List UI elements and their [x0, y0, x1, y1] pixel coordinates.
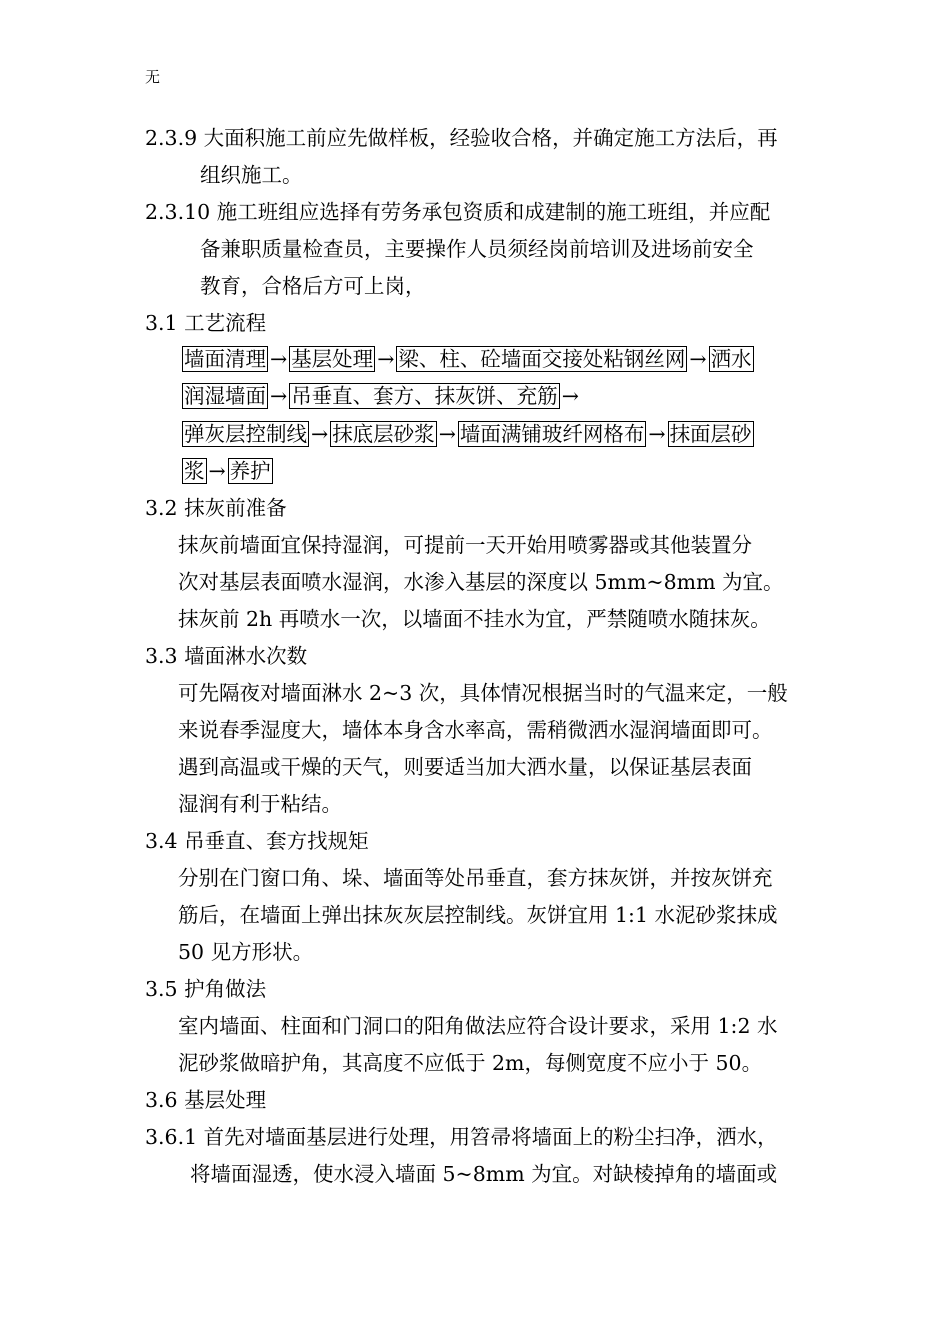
- flow-arrow-icon: →: [208, 459, 226, 483]
- flow-arrow-icon: →: [377, 347, 395, 371]
- flow-arrow-icon: →: [689, 347, 707, 371]
- section-2-3-10-line-3: 教育，合格后方可上岗，: [200, 274, 426, 298]
- section-3-4-heading: 3.4 吊垂直、套方找规矩: [145, 829, 369, 853]
- flow-step-plumb-square: 吊垂直、套方、抹灰饼、充筋: [291, 384, 558, 408]
- section-3-3-line-1: 可先隔夜对墙面淋水 2~3 次，具体情况根据当时的气温来定，一般: [178, 681, 788, 705]
- flow-step-base-mortar: 抹底层砂浆: [332, 422, 435, 446]
- flow-arrow-icon: →: [438, 422, 456, 446]
- flow-step-surface-mortar: 抹面层砂: [669, 422, 752, 446]
- process-flow-row-1: [182, 345, 754, 373]
- flow-arrow-icon: →: [270, 347, 288, 371]
- section-2-3-9-line-1: 2.3.9 大面积施工前应先做样板，经验收合格，并确定施工方法后，再: [145, 126, 778, 150]
- section-2-3-10-line-1: 2.3.10 施工班组应选择有劳务承包资质和成建制的施工班组，并应配: [145, 200, 771, 224]
- section-3-2-line-2: 次对基层表面喷水湿润，水渗入基层的深度以 5mm~8mm 为宜。: [178, 570, 784, 594]
- section-3-5-line-1: 室内墙面、柱面和门洞口的阳角做法应符合设计要求，采用 1:2 水: [178, 1014, 778, 1038]
- flow-step-sprinkle-water: 洒水: [710, 347, 752, 371]
- process-flow-row-4: [182, 457, 273, 485]
- section-3-4-line-2: 筋后，在墙面上弹出抹灰灰层控制线。灰饼宜用 1:1 水泥砂浆抹成: [178, 903, 778, 927]
- section-3-3-line-2: 来说春季湿度大，墙体本身含水率高，需稍微洒水湿润墙面即可。: [178, 718, 773, 742]
- section-3-4-line-3: 50 见方形状。: [178, 940, 314, 964]
- section-3-3-line-3: 遇到高温或干燥的天气，则要适当加大洒水量，以保证基层表面: [178, 755, 752, 779]
- section-3-3-line-4: 湿润有利于粘结。: [178, 792, 342, 816]
- flow-step-wall-cleaning: 墙面清理: [184, 347, 266, 371]
- flow-step-surface-mortar-cont: 浆: [184, 459, 205, 483]
- section-3-1-heading: 3.1 工艺流程: [145, 311, 267, 335]
- flow-step-steel-mesh: 梁、柱、砼墙面交接处粘钢丝网: [398, 347, 686, 371]
- section-3-2-line-3: 抹灰前 2h 再喷水一次，以墙面不挂水为宜，严禁随喷水随抹灰。: [178, 607, 771, 631]
- flow-arrow-icon: →: [648, 422, 666, 446]
- section-2-3-10-line-2: 备兼职质量检查员，主要操作人员须经岗前培训及进场前安全: [200, 237, 754, 261]
- section-3-5-line-2: 泥砂浆做暗护角，其高度不应低于 2m，每侧宽度不应小于 50。: [178, 1051, 763, 1075]
- section-3-3-heading: 3.3 墙面淋水次数: [145, 644, 308, 668]
- flow-arrow-icon: →: [311, 422, 329, 446]
- flow-arrow-icon: →: [561, 384, 579, 408]
- process-flow-row-2: [182, 382, 581, 410]
- flow-step-wet-wall: 润湿墙面: [184, 384, 266, 408]
- flow-step-base-treatment: 基层处理: [291, 347, 374, 371]
- section-3-6-heading: 3.6 基层处理: [145, 1088, 267, 1112]
- section-2-3-9-line-2: 组织施工。: [200, 163, 303, 187]
- page-header: 无: [145, 68, 161, 86]
- flow-step-fiberglass-mesh: 墙面满铺玻纤网格布: [459, 422, 645, 446]
- section-3-2-heading: 3.2 抹灰前准备: [145, 496, 287, 520]
- flow-step-control-line: 弹灰层控制线: [184, 422, 307, 446]
- process-flow-row-3: [182, 420, 754, 448]
- section-3-6-1-line-2: 将墙面湿透，使水浸入墙面 5~8mm 为宜。对缺棱掉角的墙面或: [190, 1162, 778, 1186]
- section-3-5-heading: 3.5 护角做法: [145, 977, 267, 1001]
- section-3-2-line-1: 抹灰前墙面宜保持湿润，可提前一天开始用喷雾器或其他装置分: [178, 533, 752, 557]
- section-3-6-1-line-1: 3.6.1 首先对墙面基层进行处理，用笤帚将墙面上的粉尘扫净，洒水，: [145, 1125, 778, 1149]
- flow-arrow-icon: →: [270, 384, 288, 408]
- section-3-4-line-1: 分别在门窗口角、垛、墙面等处吊垂直，套方抹灰饼，并按灰饼充: [178, 866, 773, 890]
- flow-step-curing: 养护: [229, 459, 271, 483]
